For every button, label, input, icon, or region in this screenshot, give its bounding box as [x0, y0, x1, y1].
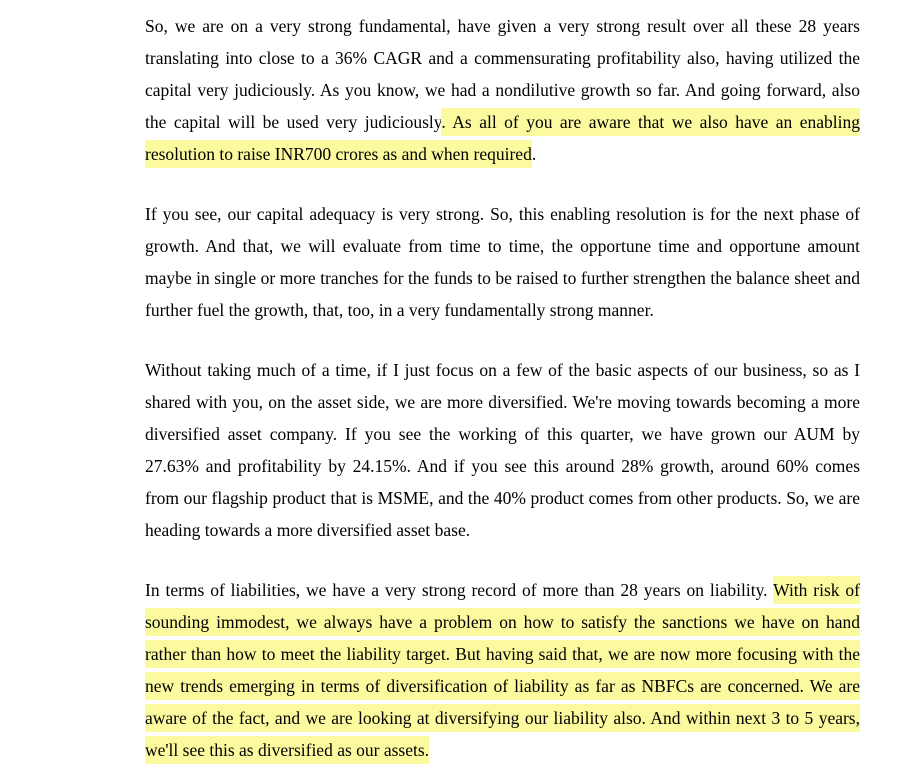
paragraph: [145, 10, 860, 170]
text-run: Without taking much of a time, if I just focus on a few of the basic aspects of our business, so as I shared with you, on the asset side, we are more diversified. We're moving towards becoming a more diversified asset company. If you see the working of this quarter, we have grown our AUM by 27.63% and profitability by 24.15%. And if you see this around 28% growth, around 60% comes from our flagship product that is MSME, and the 40% product comes from other products. So, we are heading towards a more diversified asset base.: [145, 360, 860, 540]
text-run: In terms of liabilities, we have a very strong record of more than 28 years on liability.: [145, 580, 774, 600]
paragraph: [145, 574, 860, 766]
paragraph: [145, 198, 860, 326]
highlighted-text-run: With risk of sounding immodest, we always have a problem on how to satisfy the sanctions we have on hand rather than how to meet the liability target. But having said that, we are now more focusing with the new trends emerging in terms of diversification of liability as far as NBFCs are concerned. We are aware of the fact, and we are looking at diversifying our liability also. And within next 3 to 5 years, we'll see this as diversified as our assets.: [145, 576, 860, 764]
paragraph: [145, 354, 860, 546]
text-run: So, we are on a very strong fundamental, have given a very strong result over all these 28 years translating into close to a 36% CAGR and a commensurating profitability also, having utilized the capital very judiciously. As you know, we had a nondilutive growth so far. And going forward, also the capital will be used very judiciously: [145, 16, 860, 132]
text-run: If you see, our capital adequacy is very strong. So, this enabling resolution is for the next phase of growth. And that, we will evaluate from time to time, the opportune time and opportune amount maybe in single or more tranches for the funds to be raised to further strengthen the balance sheet and further fuel the growth, that, too, in a very fundamentally strong manner.: [145, 204, 860, 320]
text-run: .: [531, 144, 537, 164]
highlighted-text-run: . As all of you are aware that we also have an enabling resolution to raise INR700 crores as and when required: [145, 108, 860, 168]
